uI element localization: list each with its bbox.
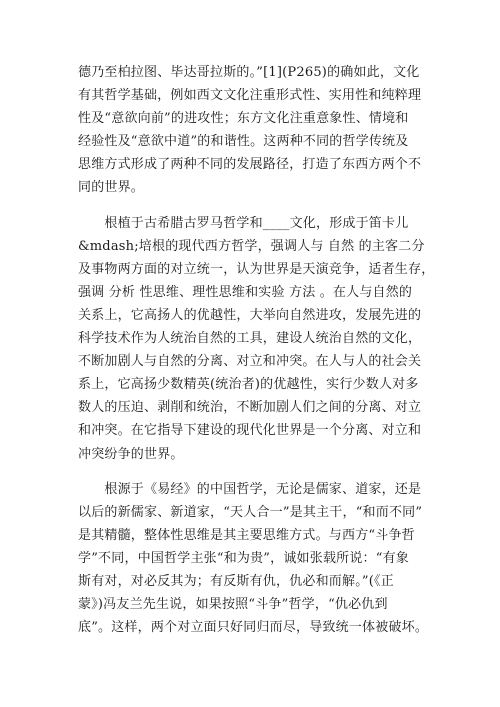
text-line: 关系上，它高扬人的优越性，大举向自然进攻，发展先进的 xyxy=(78,307,422,323)
text-line: 系上，它高扬少数精英(统治者)的优越性，实行少数人对多 xyxy=(78,377,419,393)
text-line: 和冲突。在它指导下建设的现代化世界是一个分离、对立和 xyxy=(78,423,422,439)
text-line: 及事物两方面的对立统一，认为世界是天演竞争，适者生存， xyxy=(78,261,434,277)
text-line: 性及“意欲向前”的进攻性；东方文化注重意象性、情境和 xyxy=(78,111,409,127)
text-line: &mdash;培根的现代西方哲学，强调人与 自然 的主客二分 xyxy=(78,238,425,254)
text-line: 强调 分析 性思维、理性思维和实验 方法 。在人与自然的 xyxy=(78,284,413,300)
text-line: 以后的新儒家、新道家，“天人合一”是其主干，“和而不同” xyxy=(78,504,423,520)
text-line: 思维方式形成了两种不同的发展路径，打造了东西方两个不 xyxy=(78,157,422,173)
paragraph-3 xyxy=(78,478,434,640)
text-line: 经验性及“意欲中道”的和谐性。这两种不同的哲学传统及 xyxy=(78,134,409,150)
paragraph-2 xyxy=(78,212,434,466)
paragraph-gap xyxy=(78,466,434,478)
text-line: 是其精髓，整体性思维是其主要思维方式。与西方“斗争哲 xyxy=(78,527,415,543)
document-body xyxy=(78,61,434,639)
text-line: 同的世界。 xyxy=(78,180,145,196)
text-line: 科学技术作为人统治自然的工具，建设人统治自然的文化， xyxy=(78,331,422,347)
text-line: 根植于古希腊古罗马哲学和____文化，形成于笛卡儿 xyxy=(78,215,409,231)
text-line: 数人的压迫、剥削和统治，不断加剧人们之间的分离、对立 xyxy=(78,400,422,416)
text-line: 有其哲学基础，例如西文文化注重形式性、实用性和纯粹理 xyxy=(78,88,422,104)
text-line: 斯有对，对必反其为；有反斯有仇，仇必和而解。”(《正 xyxy=(78,573,394,589)
text-line: 不断加剧人与自然的分离、对立和冲突。在人与人的社会关 xyxy=(78,354,422,370)
text-line: 底”。这样，两个对立面只好同归而尽，导致统一体被破坏。 xyxy=(78,620,429,636)
text-line: 根源于《易经》的中国哲学，无论是儒家、道家，还是 xyxy=(78,481,422,497)
paragraph-gap xyxy=(78,200,434,212)
text-line: 学”不同，中国哲学主张“和为贵”，诚如张载所说：“有象 xyxy=(78,550,409,566)
text-line: 冲突纷争的世界。 xyxy=(78,446,184,462)
text-line: 德乃至柏拉图、毕达哥拉斯的。”[1](P265)的确如此，文化 xyxy=(78,65,420,80)
paragraph-1 xyxy=(78,61,434,200)
text-line: 蒙》)冯友兰先生说，如果按照“斗争”哲学，“仇必仇到 xyxy=(78,597,388,613)
